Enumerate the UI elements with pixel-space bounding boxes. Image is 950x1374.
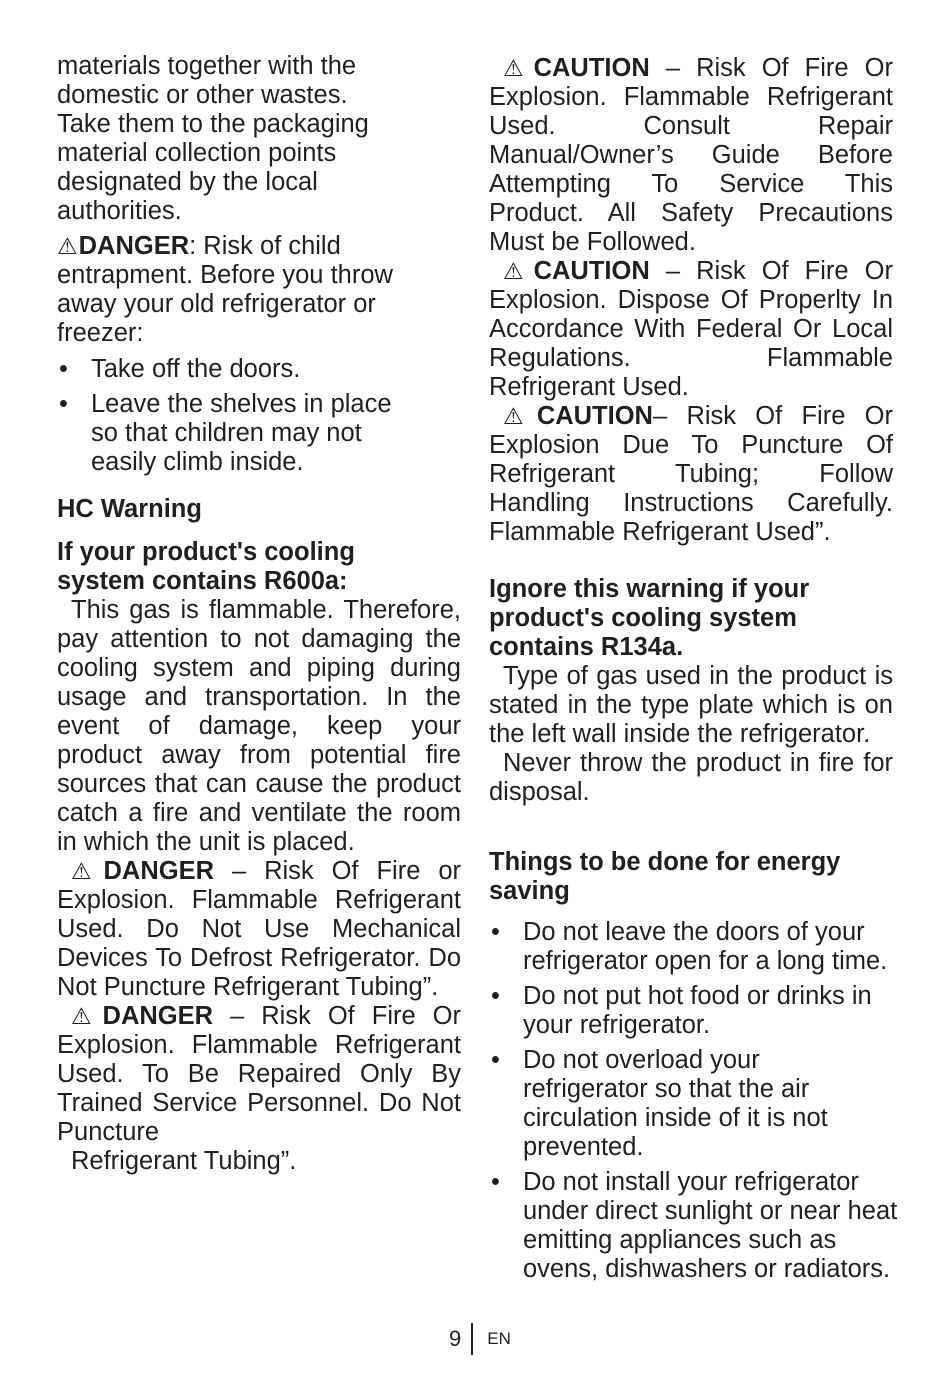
r600a-paragraph: This gas is flammable. Therefore, pay attention to not damaging the cooling system and piping during usage and transportation. In the event of damage, keep your product away from potential fire sources that can cause the product catch a fire and ventilate the room in which the unit is placed. xyxy=(57,596,461,856)
language-code: EN xyxy=(487,1329,511,1348)
gas-type-paragraph: Type of gas used in the product is stated in the type plate which is on the left wall inside the refrigerator. xyxy=(489,662,893,748)
bullet-dot-icon: • xyxy=(491,1168,500,1196)
r134a-heading: Ignore this warning if your product's cooling system contains R134a. xyxy=(489,575,810,661)
page-number: 9 xyxy=(449,1326,462,1351)
warning-triangle-icon: ⚠ xyxy=(71,858,103,884)
warning-triangle-icon: ⚠ xyxy=(503,403,536,429)
door-bullet-list xyxy=(57,355,461,477)
warning-triangle-icon: ⚠ xyxy=(71,1003,102,1029)
danger-repair-end: Refrigerant Tubing”. xyxy=(71,1147,297,1175)
danger-child-entrapment xyxy=(57,232,417,348)
footer-divider xyxy=(471,1323,473,1355)
never-throw-paragraph: Never throw the product in fire for disposal. xyxy=(489,749,893,806)
left-column xyxy=(57,52,461,1176)
list-item: • Do not install your refrigerator under direct sunlight or near heat emitting appliances such as ovens, dishwashers or radiators. xyxy=(491,1168,898,1283)
r600a-heading: If your product's cooling system contains R600a: xyxy=(57,538,355,595)
caution-repair-manual xyxy=(489,54,893,257)
hc-warning-heading: HC Warning xyxy=(57,495,202,523)
caution-puncture xyxy=(489,402,893,547)
list-item: • Take off the doors. xyxy=(59,355,301,383)
danger-defrost xyxy=(57,857,461,1002)
caution-text: – Risk Of Fire Or Explosion. Flammable Refrigerant Used. Consult Repair Manual/Owner’s Guide Before Attempting To Service This Product. All Safety Precautions Must be Followed. xyxy=(489,54,893,256)
caution-label: CAUTION xyxy=(533,54,650,82)
danger-text: – Risk Of Fire or Explosion. Flammable Refrigerant Used. Do Not Use Mechanical Devices To Defrost Refrigerator. Do Not Puncture Refrigerant Tubing”. xyxy=(57,857,461,1001)
page-footer xyxy=(449,1323,511,1355)
danger-label: DANGER xyxy=(78,232,190,260)
bullet-dot-icon: • xyxy=(59,355,68,383)
caution-label: CAUTION xyxy=(533,257,650,285)
bullet-dot-icon: • xyxy=(491,918,500,946)
warning-triangle-icon: ⚠ xyxy=(57,233,78,259)
list-item: • Do not put hot food or drinks in your refrigerator. xyxy=(491,982,872,1039)
caution-text: – Risk Of Fire Or Explosion. Dispose Of Properlty In Accordance With Federal Or Local Regulations. Flammable Refrigerant Used. xyxy=(489,257,893,401)
bullet-dot-icon: • xyxy=(59,390,68,418)
energy-saving-heading: Things to be done for energy saving xyxy=(489,848,841,905)
list-item: • Leave the shelves in place so that children may not easily climb inside. xyxy=(59,390,392,476)
list-item: • Do not leave the doors of your refrigerator open for a long time. xyxy=(491,918,888,975)
bullet-dot-icon: • xyxy=(491,1046,500,1074)
list-item: • Do not overload your refrigerator so that the air circulation inside of it is not prevented. xyxy=(491,1046,828,1161)
danger-text: – Risk Of Fire Or Explosion. Flammable Refrigerant Used. To Be Repaired Only By Trained Service Personnel. Do Not Puncture xyxy=(57,1002,461,1146)
caution-text: – Risk Of Fire Or Explosion Due To Puncture Of Refrigerant Tubing; Follow Handling Instructions Carefully. Flammable Refrigerant Used”. xyxy=(489,402,893,546)
right-column xyxy=(489,54,898,1284)
energy-bullet-list xyxy=(489,918,898,1284)
caution-dispose xyxy=(489,257,893,402)
danger-repair xyxy=(57,1002,461,1147)
danger-label: DANGER xyxy=(102,1002,214,1030)
warning-triangle-icon: ⚠ xyxy=(503,55,533,81)
intro-paragraph: materials together with the domestic or other wastes. Take them to the packaging material collection points designated by the local authorities. xyxy=(57,52,369,225)
warning-triangle-icon: ⚠ xyxy=(503,258,533,284)
caution-label: CAUTION xyxy=(536,402,653,430)
bullet-dot-icon: • xyxy=(491,982,500,1010)
danger-text: : Risk of child entrapment. Before you throw away your old refrigerator or freezer: xyxy=(57,232,393,347)
danger-label: DANGER xyxy=(103,857,214,885)
